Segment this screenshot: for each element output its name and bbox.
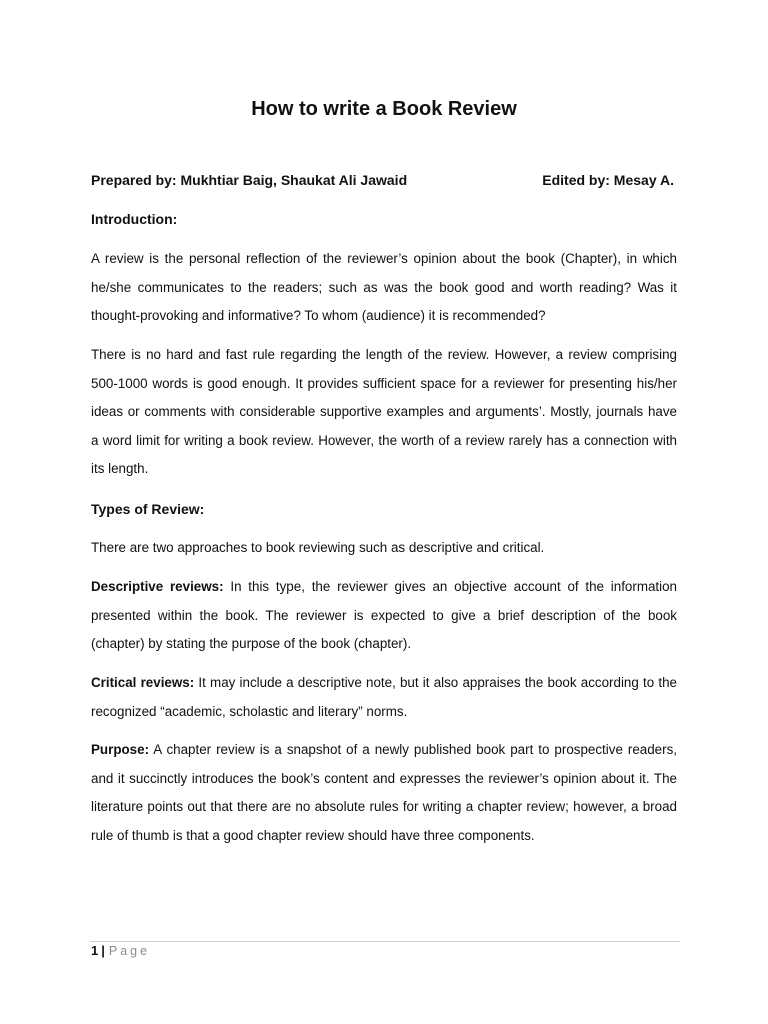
- page-number: 1: [91, 943, 99, 958]
- purpose-paragraph: [91, 736, 677, 850]
- intro-paragraph-2: There is no hard and fast rule regarding the length of the review. However, a review comprising 500-1000 words is good enough. It provides sufficient space for a reviewer for presenting his/her ideas or comments with considerable supportive examples and arguments’. Mostly, journals have a word limit for writing a book review. However, the worth of a review rarely has a connection with its length.: [91, 347, 677, 476]
- edited-by: Edited by: Mesay A.: [542, 172, 674, 188]
- types-intro-paragraph: There are two approaches to book reviewing such as descriptive and critical.: [91, 540, 545, 555]
- critical-reviews-paragraph: [91, 669, 677, 726]
- critical-reviews-text: It may include a descriptive note, but it also appraises the book according to the recognized “academic, scholastic and literary” norms.: [91, 675, 677, 719]
- critical-reviews-label: Critical reviews:: [91, 675, 195, 690]
- purpose-text: A chapter review is a snapshot of a newly published book part to prospective readers, and it succinctly introduces the book’s content and expresses the reviewer’s opinion about it. The literature points out that there are no absolute rules for writing a chapter review; however, a broad rule of thumb is that a good chapter review should have three components.: [91, 742, 677, 843]
- descriptive-reviews-paragraph: [91, 573, 677, 659]
- page-label: Page: [108, 944, 151, 958]
- introduction-heading: Introduction:: [91, 211, 178, 227]
- page-footer: [91, 942, 150, 960]
- types-of-review-heading: Types of Review:: [91, 501, 205, 517]
- footer-divider: [90, 941, 680, 942]
- page-separator: |: [101, 943, 105, 958]
- intro-paragraph-1: A review is the personal reflection of the reviewer’s opinion about the book (Chapter), in which he/she communicates to the readers; such as was the book good and worth reading? Was it thought-provoking and informative? To whom (audience) it is recommended?: [91, 251, 677, 323]
- document-title: How to write a Book Review: [251, 98, 517, 120]
- descriptive-reviews-text: In this type, the reviewer gives an objective account of the information presented within the book. The reviewer is expected to give a brief description of the book (chapter) by stating the purpose of the book (chapter).: [91, 579, 678, 651]
- byline: [91, 170, 677, 190]
- purpose-label: Purpose:: [91, 742, 150, 757]
- descriptive-reviews-label: Descriptive reviews:: [91, 579, 224, 594]
- prepared-by: Prepared by: Mukhtiar Baig, Shaukat Ali Jawaid: [91, 172, 408, 188]
